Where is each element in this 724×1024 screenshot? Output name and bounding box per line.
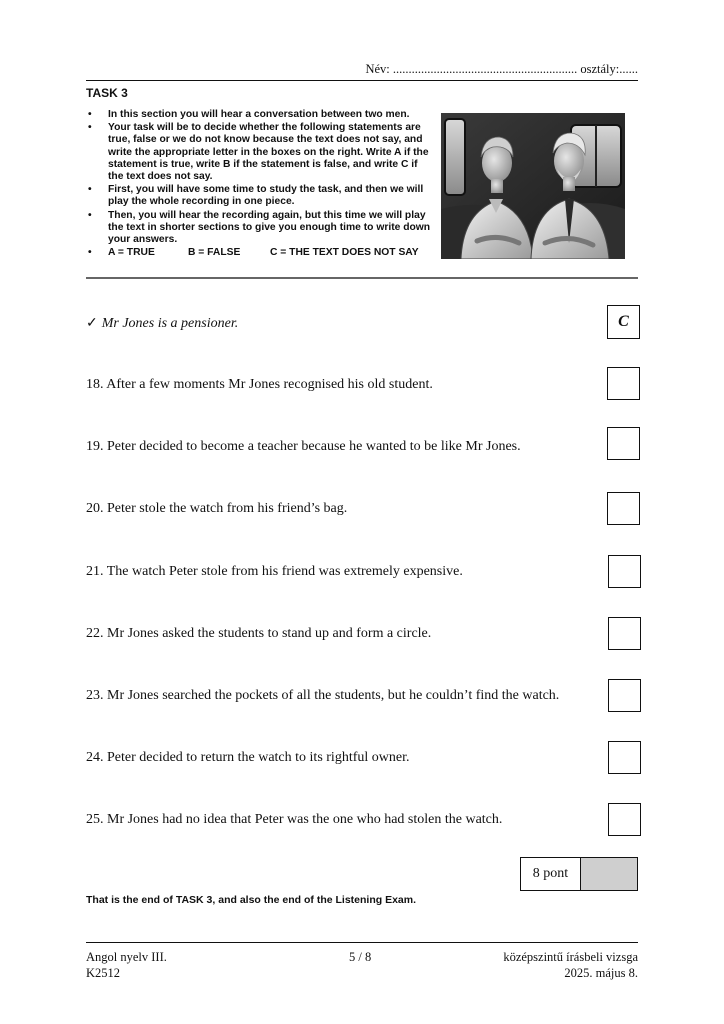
instruction-item: • Then, you will hear the recording again, but this time we will play the text in shorter sections to give you enough time to write down your answers. (88, 209, 431, 246)
example-statement: ✓ Mr Jones is a pensioner. (86, 316, 239, 331)
question-24: 24. Peter decided to return the watch to its rightful owner. (86, 750, 410, 765)
page-number: 5 / 8 (349, 950, 372, 964)
answer-box-23[interactable] (608, 679, 641, 712)
question-22: 22. Mr Jones asked the students to stand up and form a circle. (86, 626, 432, 641)
legend-not-say: C = THE TEXT DOES NOT SAY (270, 247, 419, 259)
bullet-icon: • (88, 122, 92, 134)
question-18: 18. After a few moments Mr Jones recognised his old student. (86, 377, 433, 392)
footer-subject: Angol nyelv III. (86, 950, 167, 964)
footer-date: 2025. május 8. (564, 966, 638, 980)
task-title: TASK 3 (86, 86, 128, 100)
instruction-item: • First, you will have some time to study the task, and then we will play the whole recording in one piece. (88, 184, 424, 208)
legend-true: A = TRUE (108, 247, 155, 259)
two-men-train-illustration (441, 113, 625, 259)
bullet-icon: • (88, 209, 92, 221)
answer-box-25[interactable] (608, 803, 641, 836)
footer-divider (86, 942, 638, 943)
instructions-list (86, 109, 434, 260)
question-23: 23. Mr Jones searched the pockets of all the students, but he couldn’t find the watch. (86, 688, 560, 703)
answer-box-24[interactable] (608, 741, 641, 774)
question-19: 19. Peter decided to become a teacher because he wanted to be like Mr Jones. (86, 439, 521, 454)
answer-box-18[interactable] (607, 367, 640, 400)
bullet-icon: • (88, 247, 92, 259)
section-divider (86, 277, 638, 279)
answer-box-19[interactable] (607, 427, 640, 460)
footer-exam: középszintű írásbeli vizsga (503, 950, 638, 964)
instruction-item: • In this section you will hear a conversation between two men. (88, 109, 410, 120)
score-box (520, 857, 638, 891)
score-label: 8 pont (521, 858, 581, 890)
answer-box-21[interactable] (608, 555, 641, 588)
example-answer-box: C (607, 305, 640, 339)
checkmark-icon: ✓ (86, 316, 98, 331)
legend-false: B = FALSE (188, 247, 241, 259)
bullet-icon: • (88, 109, 92, 120)
question-25: 25. Mr Jones had no idea that Peter was the one who had stolen the watch. (86, 812, 503, 827)
end-note: That is the end of TASK 3, and also the end of the Listening Exam. (86, 894, 417, 906)
name-class-line: Név: ........................................................... osztály:...... (365, 62, 638, 76)
score-field[interactable] (581, 858, 637, 890)
answer-box-22[interactable] (608, 617, 641, 650)
header-divider (86, 80, 638, 81)
footer-code: K2512 (86, 966, 121, 980)
answer-box-20[interactable] (607, 492, 640, 525)
question-21: 21. The watch Peter stole from his friend was extremely expensive. (86, 564, 463, 579)
answer-legend (86, 247, 434, 259)
instruction-item: • Your task will be to decide whether the following statements are true, false or we do not know because the text does not say, and write the appropriate letter in the boxes on the right. Write A if the statement is true, write B if the statement is false, and write C if the text does not say. (88, 122, 429, 183)
question-20: 20. Peter stole the watch from his friend’s bag. (86, 501, 348, 516)
bullet-icon: • (88, 184, 92, 196)
